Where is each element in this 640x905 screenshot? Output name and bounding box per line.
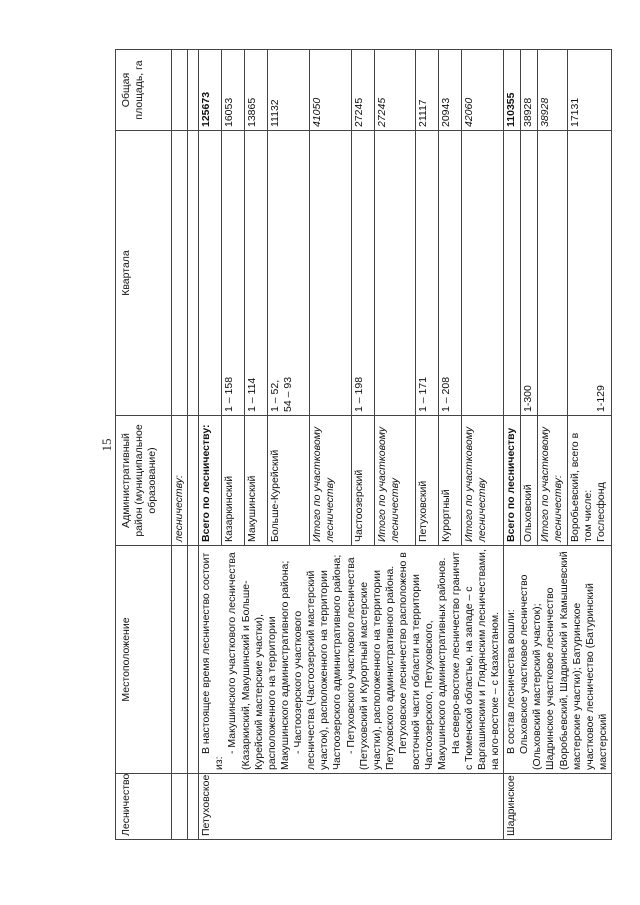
quarters-cell: 1 – 52, 54 – 93 bbox=[268, 131, 310, 416]
area-cell: 27245 bbox=[374, 50, 416, 131]
quarters-cell: 1 – 208 bbox=[439, 131, 462, 416]
district-cell: Казаркинский bbox=[222, 416, 245, 546]
petukhovskoe-total-row bbox=[199, 50, 222, 840]
location-paragraph: - Макушинского участкового лесничества (Казаркиский, Макушинский и Больше-Курейский мастерские участки), расположенного на территории Макушинского административного района; bbox=[226, 552, 291, 770]
shadrinskoe-name: Шадринское bbox=[504, 774, 612, 840]
location-paragraph: - Петуховского участкового лесничества (Петуховский и Курортный мастерские участки), расположенного на территории Петуховского административного района. bbox=[344, 557, 396, 770]
quarters-cell bbox=[309, 131, 351, 416]
quarters-cell: 1-129 bbox=[567, 131, 611, 416]
area-cell: 11132 bbox=[268, 50, 310, 131]
quarters-cell: 1 – 171 bbox=[416, 131, 439, 416]
forestry-table-wrapper bbox=[115, 50, 609, 840]
forestry-table bbox=[115, 49, 612, 840]
spacer-row bbox=[188, 50, 199, 840]
quarters-cell: 1 – 114 bbox=[245, 131, 268, 416]
district-cell: Итого по участковому лесничеству bbox=[309, 416, 351, 546]
district-cell: Воробьевский, всего в том числе: Гослесфонд bbox=[567, 416, 611, 546]
area-cell: 20943 bbox=[439, 50, 462, 131]
area-cell: 42060 bbox=[462, 50, 504, 131]
quarters-cell bbox=[462, 131, 504, 416]
location-paragraph: - Частоозерского участкового лесничества (Частоозерский мастерский участок), расположенного на территории Частоозерского административного района; bbox=[292, 554, 344, 770]
header-forestry: Лесничество bbox=[116, 774, 172, 840]
area-cell: 21117 bbox=[416, 50, 439, 131]
location-paragraph: Ольховское участковое лесничество (Ольховский мастерский участок); Шадринское участковое лесничество (Воробьевский, Шадринский и Камышевский мастерские участки); Батуринское участковое лесничество (Батуринский мастерский bbox=[518, 551, 609, 770]
district-cell: Макушинский bbox=[245, 416, 268, 546]
location-paragraph: В состав лесничества вошли: bbox=[505, 609, 517, 754]
cell-empty bbox=[188, 774, 199, 840]
header-district: Административный район (муниципальное образование) bbox=[116, 416, 172, 546]
cell-empty bbox=[172, 50, 188, 131]
header-location: Местоположение bbox=[116, 546, 172, 774]
page-number: 15 bbox=[99, 438, 114, 452]
cell-empty bbox=[172, 774, 188, 840]
location-paragraph: На северо-востоке лесничество граничит с Тюменской областью, на западе – с Варгашинским и Глядянским лесничествами, на юго-востоке – с Казахстаном. bbox=[449, 549, 501, 770]
petukhovskoe-total-label: Всего по лесничеству: bbox=[199, 416, 222, 546]
quarters-cell: 1 – 198 bbox=[351, 131, 374, 416]
petukhovskoe-name: Петуховское bbox=[199, 774, 504, 840]
district-cell: Итого по участковому лесничеству bbox=[462, 416, 504, 546]
area-cell: 38928 bbox=[537, 50, 567, 131]
cell-empty bbox=[172, 546, 188, 774]
rotated-page bbox=[115, 50, 609, 840]
shadrinskoe-total-label: Всего по лесничеству bbox=[504, 416, 521, 546]
district-cell: Петуховский bbox=[416, 416, 439, 546]
location-paragraph: Петуховское лесничество расположено в восточной части области на территории Частоозерского, Петуховского, Макушинского административных районов. bbox=[397, 552, 449, 770]
district-cell: Курортный bbox=[439, 416, 462, 546]
cell-empty bbox=[199, 131, 222, 416]
area-cell: 13865 bbox=[245, 50, 268, 131]
prev-tail-district: лесничеству: bbox=[172, 416, 188, 546]
prev-tail-row bbox=[172, 50, 188, 840]
header-row bbox=[116, 50, 172, 840]
cell-empty bbox=[188, 546, 199, 774]
area-cell: 38928 bbox=[520, 50, 537, 131]
quarters-cell: 1 – 158 bbox=[222, 131, 245, 416]
quarters-cell bbox=[537, 131, 567, 416]
petukhovskoe-location bbox=[199, 546, 504, 774]
district-cell: Итого по участковому лесничеству: bbox=[537, 416, 567, 546]
header-area: Общая площадь, га bbox=[116, 50, 172, 131]
shadrinskoe-total-row bbox=[504, 50, 521, 840]
shadrinskoe-total-area: 110355 bbox=[504, 50, 521, 131]
cell-empty bbox=[504, 131, 521, 416]
quarters-cell bbox=[374, 131, 416, 416]
district-cell: Больше-Курейский bbox=[268, 416, 310, 546]
district-cell: Итого по участковому лесничеству bbox=[374, 416, 416, 546]
cell-empty bbox=[188, 131, 199, 416]
header-quarters: Квартала bbox=[116, 131, 172, 416]
shadrinskoe-location bbox=[504, 546, 612, 774]
cell-empty bbox=[188, 50, 199, 131]
location-paragraph: В настоящее время лесничество состоит из: bbox=[200, 552, 226, 770]
district-cell: Ольховский bbox=[520, 416, 537, 546]
area-cell: 17131 bbox=[567, 50, 611, 131]
district-cell: Частоозерский bbox=[351, 416, 374, 546]
cell-empty bbox=[188, 416, 199, 546]
cell-empty bbox=[172, 131, 188, 416]
petukhovskoe-total-area: 125673 bbox=[199, 50, 222, 131]
area-cell: 27245 bbox=[351, 50, 374, 131]
area-cell: 16053 bbox=[222, 50, 245, 131]
area-cell: 41050 bbox=[309, 50, 351, 131]
quarters-cell: 1-300 bbox=[520, 131, 537, 416]
